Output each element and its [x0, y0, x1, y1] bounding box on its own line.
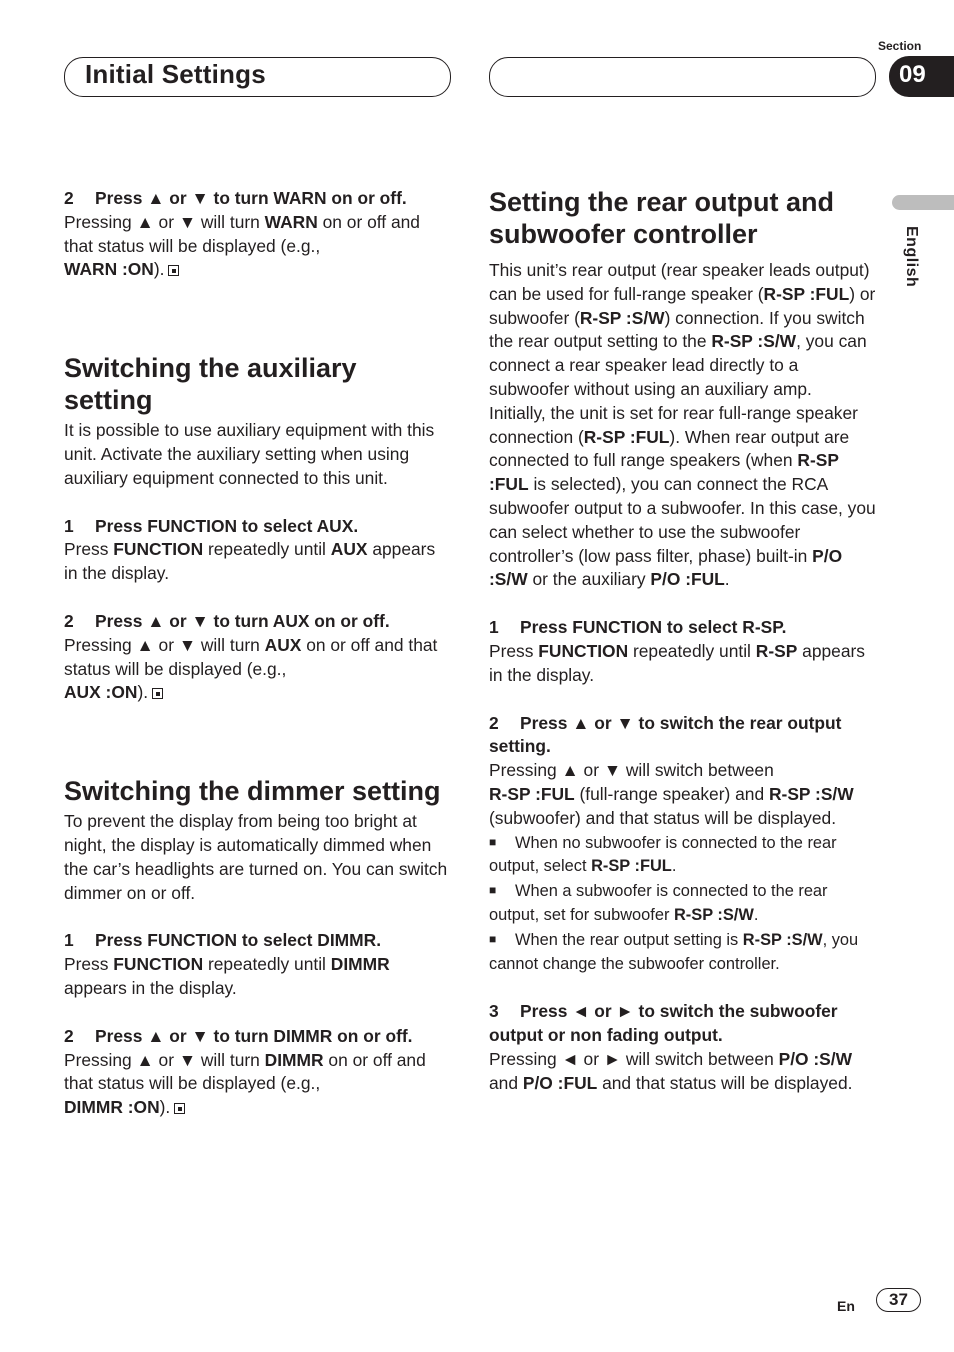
section-number: 09	[889, 56, 954, 97]
aux-step1-body: Press FUNCTION repeatedly until AUX appears in the display.	[64, 539, 436, 584]
rsp-step1-body: Press FUNCTION repeatedly until R-SP appears in the display.	[489, 640, 866, 685]
warn-step2-title: 2 Press ▲ or ▼ to turn WARN on or off.	[64, 188, 407, 208]
end-mark-icon	[174, 1103, 185, 1114]
header-blank-frame	[489, 57, 876, 97]
side-language-label: English	[903, 226, 920, 288]
dimmer-step1-title: 1 Press FUNCTION to select DIMMR.	[64, 930, 382, 951]
aux-step2-body: Pressing ▲ or ▼ will turn AUX on or off and that status will be displayed (e.g., AUX :ON).	[64, 634, 438, 703]
rsp-step3-title: 3 Press ◄ or ► to switch the subwoofer output or non fading output.	[489, 1001, 838, 1046]
rsp-step1-title: 1 Press FUNCTION to select R-SP.	[489, 617, 787, 638]
rsp-step3-body: Pressing ◄ or ► will switch between P/O :S/W and P/O :FUL and that status will be displayed.	[489, 1048, 853, 1093]
end-mark-icon	[168, 265, 179, 276]
bullet-square-icon: ■	[489, 883, 497, 898]
aux-step2-title: 2 Press ▲ or ▼ to turn AUX on or off.	[64, 610, 390, 631]
note-item: ■ When a subwoofer is connected to the rear output, set for subwoofer R-SP :S/W.	[489, 879, 877, 928]
rsp-step2-body: Pressing ▲ or ▼ will switch between R-SP :FUL (full-range speaker) and R-SP :S/W (subwoofer) and that status will be displayed.	[489, 760, 854, 828]
end-mark-icon	[152, 688, 163, 699]
dimmer-step1-body: Press FUNCTION repeatedly until DIMMR appears in the display.	[64, 954, 390, 998]
rear-intro-2: Initially, the unit is set for rear full-range speaker connection (R-SP :FUL). When rear output are connected to full range speakers (when R-SP :FUL is selected), you can connect the RCA subwoofer output to a subwoofer. In this case, you can select whether to use the subwoofer controller’s (low pass filter, phase) built-in P/O :S/W or the auxiliary P/O :FUL.	[489, 402, 876, 590]
dimmer-step2-title: 2 Press ▲ or ▼ to turn DIMMR on or off.	[64, 1025, 413, 1046]
dimmer-step2-body: Pressing ▲ or ▼ will turn DIMMR on or off and that status will be displayed (e.g., DIMMR :ON).	[64, 1049, 426, 1118]
aux-step1-title: 1 Press FUNCTION to select AUX.	[64, 515, 359, 536]
rear-output-heading: Setting the rear output and subwoofer controller	[489, 187, 835, 249]
left-column	[64, 187, 450, 1120]
note-item: ■ When no subwoofer is connected to the rear output, select R-SP :FUL.	[489, 831, 877, 880]
page-number: 37	[876, 1288, 921, 1312]
bullet-square-icon: ■	[489, 834, 497, 849]
page-title: Initial Settings	[85, 59, 266, 89]
section-label: Section	[878, 39, 922, 53]
warn-step2-body: Pressing ▲ or ▼ will turn WARN on or off and that status will be displayed (e.g., WARN :ON).	[64, 211, 420, 280]
dimmer-intro: To prevent the display from being too bright at night, the display is automatically dimmed when the car’s headlights are turned on. You can switch dimmer on or off.	[64, 811, 448, 903]
header-title-frame	[64, 57, 451, 97]
dimmer-heading: Switching the dimmer setting	[64, 776, 441, 807]
side-tab-marker	[892, 195, 954, 210]
right-column	[489, 186, 877, 1096]
aux-intro: It is possible to use auxiliary equipment with this unit. Activate the auxiliary setting when using auxiliary equipment connected to this unit.	[64, 420, 435, 488]
aux-heading: Switching the auxiliary setting	[64, 353, 357, 416]
rsp-step2-title: 2 Press ▲ or ▼ to switch the rear output setting.	[489, 712, 842, 757]
note-item: ■ When the rear output setting is R-SP :S/W, you cannot change the subwoofer controller.	[489, 928, 877, 977]
bullet-square-icon: ■	[489, 931, 497, 946]
footer-language-code: En	[837, 1298, 855, 1314]
rear-intro-1: This unit’s rear output (rear speaker leads output) can be used for full-range speaker (R-SP :FUL) or subwoofer (R-SP :S/W) connection. If you switch the rear output setting to the R-SP :S/W, you can connect a rear speaker lead directly to a subwoofer without using an auxiliary amp.	[489, 260, 876, 399]
